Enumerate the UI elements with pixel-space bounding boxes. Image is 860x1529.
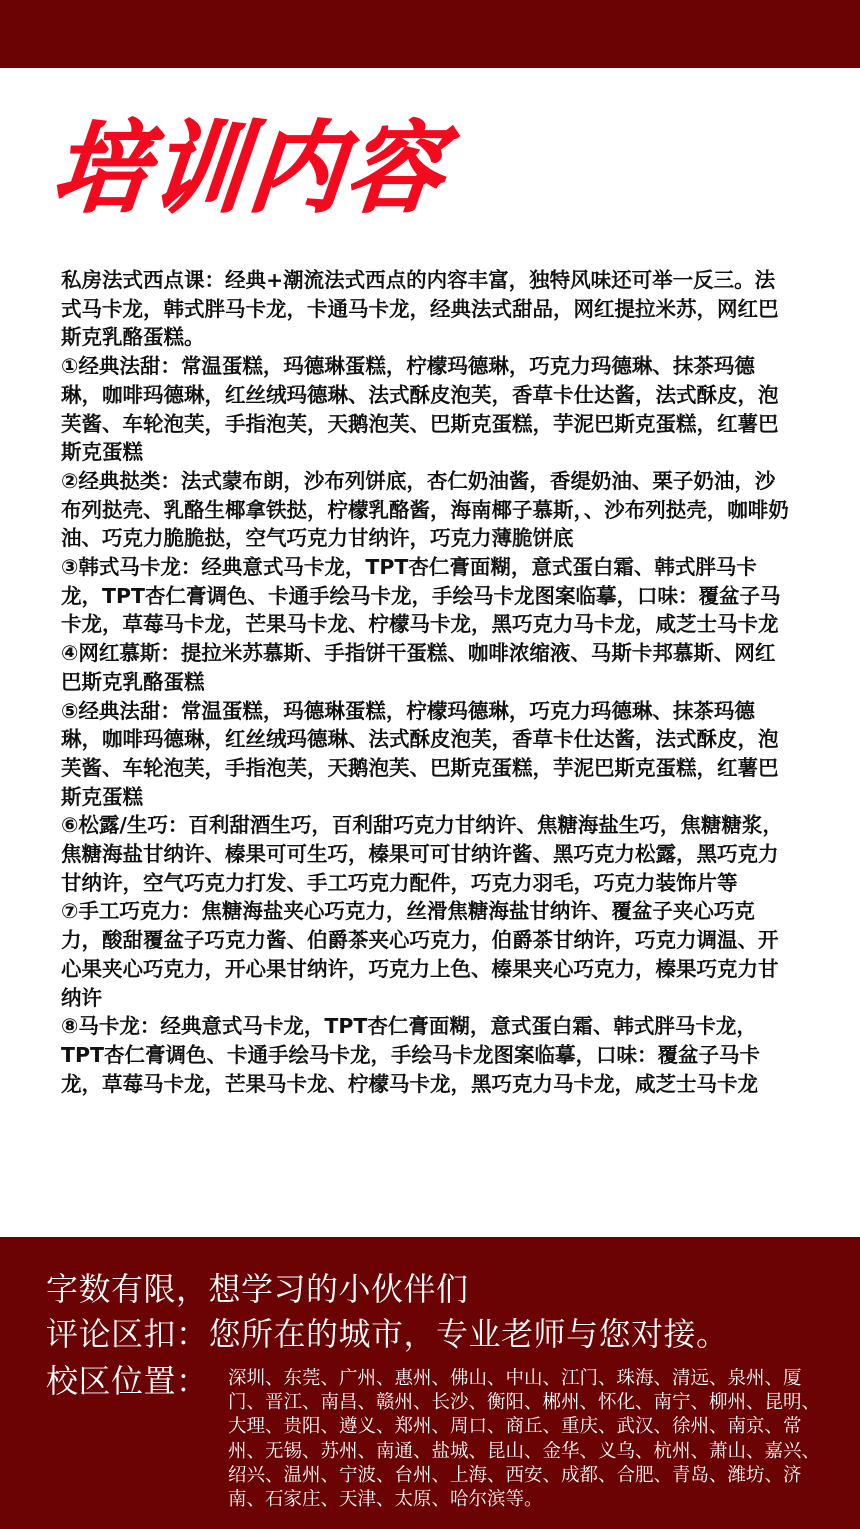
footer-line-2: 评论区扣：您所在的城市，专业老师与您对接。 bbox=[46, 1315, 729, 1353]
top-banner bbox=[0, 0, 860, 68]
section-8: ⑧马卡龙：经典意式马卡龙，TPT杏仁膏面糊，意式蛋白霜、韩式胖马卡龙，TPT杏仁膏调色、卡通手绘马卡龙，手绘马卡龙图案临摹，口味：覆盆子马卡龙，草莓马卡龙，芒果马卡龙、柠檬马卡龙，黑巧克力马卡龙，咸芝士马卡龙 bbox=[61, 1014, 760, 1096]
intro-paragraph: 私房法式西点课：经典+潮流法式西点的内容丰富，独特风味还可举一反三。法式马卡龙，韩式胖马卡龙，卡通马卡龙，经典法式甜品，网红提拉米苏，网红巴斯克乳酪蛋糕。 bbox=[61, 268, 779, 350]
campus-city-list: 深圳、东莞、广州、惠州、佛山、中山、江门、珠海、清远、泉州、厦门、晋江、南昌、赣州、长沙、衡阳、郴州、怀化、南宁、柳州、昆明、大理、贵阳、遵义、郑州、周口、商丘、重庆、武汉、徐州、南京、常州、无锡、苏州、南通、盐城、昆山、金华、义乌、杭州、萧山、嘉兴、绍兴、温州、宁波、台州、上海、西安、成都、合肥、青岛、潍坊、济南、石家庄、天津、太原、哈尔滨等。 bbox=[228, 1368, 821, 1511]
section-3: ③韩式马卡龙：经典意式马卡龙，TPT杏仁膏面糊，意式蛋白霜、韩式胖马卡龙，TPT杏仁膏调色、卡通手绘马卡龙，手绘马卡龙图案临摹，口味：覆盆子马卡龙，草莓马卡龙，芒果马卡龙、柠檬马卡龙，黑巧克力马卡龙，咸芝士马卡龙 bbox=[61, 555, 781, 637]
footer-line-1: 字数有限，想学习的小伙伴们 bbox=[46, 1270, 469, 1308]
section-7: ⑦手工巧克力：焦糖海盐夹心巧克力，丝滑焦糖海盐甘纳许、覆盆子夹心巧克力，酸甜覆盆子巧克力酱、伯爵茶夹心巧克力，伯爵茶甘纳许，巧克力调温、开心果夹心巧克力，开心果甘纳许，巧克力上色、榛果夹心巧克力，榛果巧克力甘纳许 bbox=[61, 899, 779, 1010]
campus-label: 校区位置： bbox=[46, 1362, 209, 1400]
section-2: ②经典挞类：法式蒙布朗，沙布列饼底，杏仁奶油酱，香缇奶油、栗子奶油，沙布列挞壳、乳酪生椰拿铁挞，柠檬乳酪酱，海南椰子慕斯，、沙布列挞壳，咖啡奶油、巧克力脆脆挞，空气巧克力甘纳许，巧克力薄脆饼底 bbox=[61, 468, 789, 551]
section-1: ①经典法甜：常温蛋糕，玛德琳蛋糕，柠檬玛德琳，巧克力玛德琳、抹茶玛德琳，咖啡玛德琳，红丝绒玛德琳、法式酥皮泡芙，香草卡仕达酱，法式酥皮，泡芙酱、车轮泡芙，手指泡芙，天鹅泡芙、巴斯克蛋糕，芋泥巴斯克蛋糕，红薯巴斯克蛋糕 bbox=[61, 354, 779, 465]
page-title: 培训内容 bbox=[47, 112, 453, 227]
section-6: ⑥松露/生巧：百利甜酒生巧，百利甜巧克力甘纳许、焦糖海盐生巧，焦糖糖浆，焦糖海盐甘纳许、榛果可可生巧，榛果可可甘纳许酱、黑巧克力松露，黑巧克力甘纳许，空气巧克力打发、手工巧克力配件，巧克力羽毛，巧克力装饰片等 bbox=[61, 813, 783, 895]
course-content bbox=[61, 266, 791, 1098]
section-4: ④网红慕斯：提拉米苏慕斯、手指饼干蛋糕、咖啡浓缩液、马斯卡邦慕斯、网红巴斯克乳酪蛋糕 bbox=[61, 641, 776, 694]
section-5: ⑤经典法甜：常温蛋糕，玛德琳蛋糕，柠檬玛德琳，巧克力玛德琳、抹茶玛德琳，咖啡玛德琳，红丝绒玛德琳、法式酥皮泡芙，香草卡仕达酱，法式酥皮，泡芙酱、车轮泡芙，手指泡芙，天鹅泡芙、巴斯克蛋糕，芋泥巴斯克蛋糕，红薯巴斯克蛋糕 bbox=[61, 698, 779, 809]
footer-banner bbox=[0, 1237, 860, 1529]
